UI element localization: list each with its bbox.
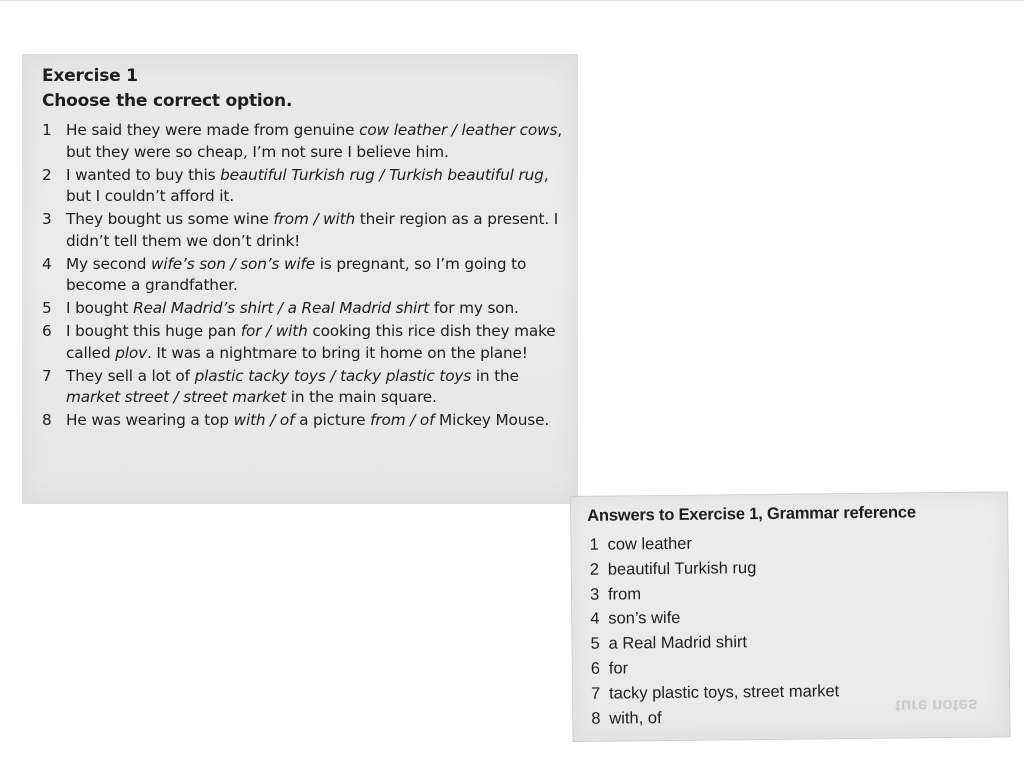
- question-options: from / with: [273, 210, 356, 229]
- question-options: from / of: [370, 411, 435, 430]
- answer-text: cow leather: [607, 534, 692, 554]
- exercise-card: [22, 54, 578, 504]
- question-item: [42, 209, 567, 252]
- answer-item: [590, 605, 838, 632]
- answer-number: 1: [589, 535, 599, 554]
- answer-number: 4: [590, 610, 600, 629]
- question-number: 4: [42, 254, 52, 273]
- answer-text: beautiful Turkish rug: [607, 558, 757, 579]
- question-text: in the: [471, 366, 519, 385]
- answer-number: 7: [590, 684, 601, 703]
- answer-number: 2: [589, 560, 600, 579]
- answer-item: [590, 555, 838, 582]
- question-item: [42, 165, 567, 208]
- question-options: plastic tacky toys / tacky plastic toys: [194, 366, 472, 385]
- answer-text: tacky plastic toys, street market: [608, 681, 840, 703]
- question-options: market street / street market: [66, 388, 287, 407]
- answer-item: [591, 654, 839, 681]
- exercise-instruction: Choose the correct option.: [42, 91, 293, 111]
- answer-number: 6: [590, 659, 601, 678]
- question-text: . It was a nightmare to bring it home on the plane!: [147, 343, 528, 362]
- question-text: He was wearing a top: [66, 411, 234, 430]
- question-text: Mickey Mouse.: [434, 411, 550, 430]
- question-options: cow leather / leather cows: [359, 121, 558, 139]
- question-text: cooking this rice dish they make called: [66, 322, 556, 362]
- question-number: 7: [42, 366, 52, 385]
- exercise-question-list: [42, 120, 567, 433]
- question-number: 5: [42, 299, 52, 318]
- answer-item: [589, 530, 837, 557]
- question-options: wife’s son / son’s wife: [151, 254, 316, 273]
- question-item: [42, 120, 567, 163]
- question-item: [42, 410, 567, 432]
- answer-text: with, of: [609, 708, 662, 728]
- answer-text: a Real Madrid shirt: [608, 633, 748, 653]
- question-number: 2: [42, 165, 52, 184]
- answer-item: [590, 580, 838, 607]
- question-text: for my son.: [429, 299, 519, 318]
- answer-number: 8: [591, 709, 601, 728]
- question-number: 8: [42, 411, 52, 430]
- answers-card: [570, 491, 1011, 742]
- question-options: with / of: [233, 411, 295, 430]
- question-text: , but they were so cheap, I’m not sure I believe him.: [66, 121, 562, 161]
- question-text: , but I couldn’t afford it.: [66, 165, 549, 206]
- question-text: I bought this huge pan: [66, 322, 241, 341]
- question-text: They sell a lot of: [66, 366, 195, 385]
- question-text: is pregnant, so I’m going to become a grandfather.: [66, 254, 527, 295]
- question-number: 6: [42, 322, 52, 341]
- top-divider: [0, 0, 1024, 1]
- question-item: [42, 366, 567, 409]
- exercise-title: Exercise 1: [42, 66, 138, 86]
- question-number: 1: [42, 121, 52, 139]
- question-options: Real Madrid’s shirt / a Real Madrid shirt: [133, 299, 430, 318]
- answer-item: [591, 679, 839, 706]
- answer-item: [590, 629, 838, 656]
- question-text: My second: [66, 254, 152, 273]
- answer-text: for: [608, 659, 629, 678]
- question-options: for / with: [240, 322, 308, 341]
- answer-text: son’s wife: [608, 609, 681, 628]
- answer-text: from: [607, 584, 642, 604]
- question-text: I bought: [66, 299, 134, 318]
- answer-item: [591, 704, 839, 731]
- answer-number: 5: [590, 634, 600, 653]
- answers-title: Answers to Exercise 1, Grammar reference: [587, 503, 916, 525]
- question-item: [42, 298, 567, 320]
- question-text: They bought us some wine: [66, 210, 274, 229]
- question-options: beautiful Turkish rug / Turkish beautiful rug: [220, 165, 544, 184]
- answers-list: [589, 530, 839, 731]
- bleed-through-text: ture notes: [895, 695, 978, 716]
- question-item: [42, 321, 567, 364]
- question-text: in the main square.: [286, 388, 437, 407]
- question-number: 3: [42, 210, 52, 229]
- question-text: a picture: [294, 411, 371, 430]
- answer-number: 3: [589, 585, 600, 604]
- question-text: I wanted to buy this: [66, 165, 221, 184]
- question-options: plov: [115, 343, 147, 362]
- question-text: He said they were made from genuine: [66, 121, 360, 139]
- question-text: their region as a present. I didn’t tell them we don’t drink!: [66, 210, 559, 250]
- question-item: [42, 254, 567, 297]
